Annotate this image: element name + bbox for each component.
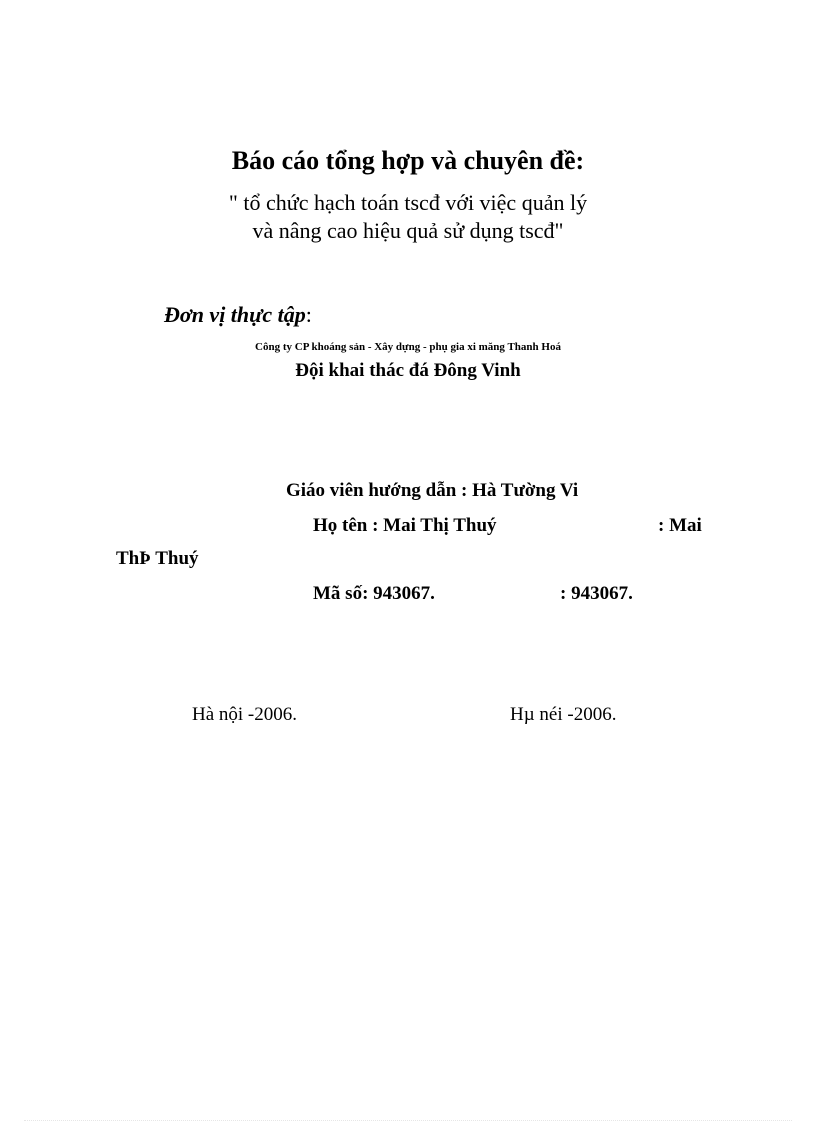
student-name-duplicate-wrap: ThÞ Thuý <box>116 548 199 569</box>
team-name: Đội khai thác đá Đông Vinh <box>295 360 521 381</box>
place-date: Hà nội -2006. <box>192 704 298 725</box>
student-name-duplicate: : Mai <box>658 515 702 536</box>
place-date-duplicate: Hµ néi -2006. <box>510 704 617 725</box>
student-code-line: Mã số: 943067. <box>313 583 435 604</box>
student-code-duplicate: : 943067. <box>560 583 633 604</box>
internship-unit-heading <box>164 302 312 328</box>
advisor-line: Giáo viên hướng dẫn : Hà Tường Vi <box>286 480 579 501</box>
student-name-line: Họ tên : Mai Thị Thuý <box>313 515 497 536</box>
page-bottom-divider <box>24 1120 792 1121</box>
internship-unit-label: Đơn vị thực tập <box>164 302 306 327</box>
report-title: Báo cáo tổng hợp và chuyên đề: <box>231 146 585 175</box>
report-subtitle-line-1: " tổ chức hạch toán tscđ với việc quản lý <box>228 190 588 215</box>
company-name: Công ty CP khoáng sản - Xây dựng - phụ gia xi măng Thanh Hoá <box>255 341 561 353</box>
internship-unit-colon: : <box>305 302 312 327</box>
report-subtitle-line-2: và nâng cao hiệu quả sử dụng tscđ" <box>252 218 564 243</box>
